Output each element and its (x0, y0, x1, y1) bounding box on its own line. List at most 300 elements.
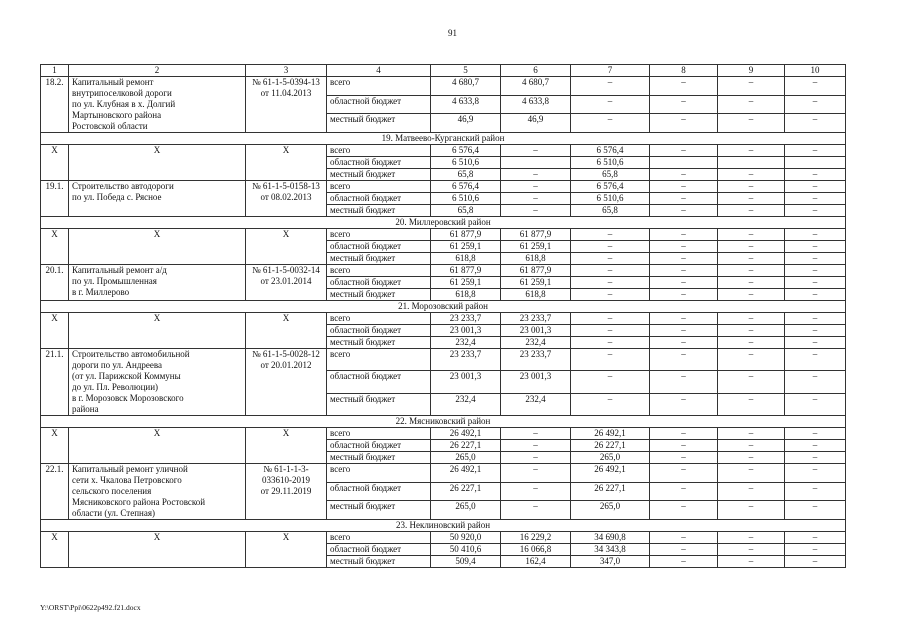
amount-cell: 618,8 (431, 253, 501, 265)
budget-label: областной бюджет (327, 241, 431, 253)
description-line: района (72, 404, 99, 414)
x-mark: Х (246, 532, 327, 568)
amount-cell: – (650, 289, 718, 301)
amount-cell: – (650, 313, 718, 325)
amount-cell: – (650, 77, 718, 96)
region-row (41, 217, 846, 229)
amount-cell: 26 492,1 (571, 428, 650, 440)
amount-cell (718, 157, 785, 169)
amount-cell: – (718, 501, 785, 520)
amount-cell: – (718, 464, 785, 483)
budget-label: областной бюджет (327, 371, 431, 393)
amount-cell: 26 492,1 (431, 428, 501, 440)
document-line: от 20.01.2012 (260, 360, 312, 370)
column-header-5: 5 (431, 65, 501, 77)
amount-cell: 6 510,6 (431, 193, 501, 205)
document-line: № 61-1-5-0028-12 (252, 349, 320, 359)
budget-label: местный бюджет (327, 289, 431, 301)
amount-cell: – (718, 556, 785, 568)
amount-cell: – (501, 205, 571, 217)
amount-cell: – (785, 241, 846, 253)
amount-cell: – (718, 325, 785, 337)
amount-cell: – (718, 265, 785, 277)
item-number: 18.2. (41, 77, 69, 133)
document-line: от 29.11.2019 (260, 486, 312, 496)
amount-cell: – (785, 482, 846, 501)
amount-cell (650, 157, 718, 169)
amount-cell: 61 877,9 (501, 265, 571, 277)
region-row (41, 416, 846, 428)
budget-label: местный бюджет (327, 556, 431, 568)
amount-cell: 65,8 (571, 205, 650, 217)
amount-cell: – (571, 349, 650, 371)
amount-cell: 6 576,4 (431, 181, 501, 193)
amount-cell: 6 576,4 (571, 181, 650, 193)
description-line: до ул. Пл. Революции) (72, 382, 159, 392)
amount-cell: – (785, 114, 846, 133)
amount-cell: – (650, 325, 718, 337)
amount-cell: – (571, 393, 650, 415)
description-line: области (ул. Степная) (72, 508, 156, 518)
budget-label: всего (327, 349, 431, 371)
amount-cell: – (785, 205, 846, 217)
amount-cell: – (718, 169, 785, 181)
amount-cell: – (650, 544, 718, 556)
budget-label: всего (327, 265, 431, 277)
budget-label: всего (327, 145, 431, 157)
total-row (41, 428, 846, 440)
total-row (41, 145, 846, 157)
amount-cell: – (785, 193, 846, 205)
amount-cell: – (718, 337, 785, 349)
x-mark: Х (41, 145, 69, 181)
amount-cell: – (650, 205, 718, 217)
amount-cell: – (571, 313, 650, 325)
amount-cell: – (571, 241, 650, 253)
amount-cell: – (785, 77, 846, 96)
amount-cell: – (718, 277, 785, 289)
amount-cell: – (501, 193, 571, 205)
amount-cell: 232,4 (431, 337, 501, 349)
amount-cell: – (650, 393, 718, 415)
amount-cell: – (501, 440, 571, 452)
amount-cell: – (785, 440, 846, 452)
description-line: по ул. Клубная в х. Долгий (72, 99, 176, 109)
region-row (41, 520, 846, 532)
amount-cell: – (650, 193, 718, 205)
budget-label: местный бюджет (327, 393, 431, 415)
amount-cell: – (785, 501, 846, 520)
amount-cell: – (650, 482, 718, 501)
description-line: по ул. Промышленная (72, 276, 157, 286)
x-mark: Х (41, 428, 69, 464)
amount-cell: – (785, 229, 846, 241)
description-line: (от ул. Парижской Коммуны (72, 371, 181, 381)
amount-cell: – (571, 277, 650, 289)
item-number: 20.1. (41, 265, 69, 301)
amount-cell: – (785, 393, 846, 415)
item-row (41, 181, 846, 193)
region-row (41, 301, 846, 313)
amount-cell: – (571, 337, 650, 349)
amount-cell: 618,8 (501, 289, 571, 301)
amount-cell: – (785, 544, 846, 556)
amount-cell: – (718, 371, 785, 393)
amount-cell: 34 690,8 (571, 532, 650, 544)
budget-label: местный бюджет (327, 501, 431, 520)
x-mark: Х (41, 532, 69, 568)
budget-label: всего (327, 229, 431, 241)
amount-cell: – (571, 114, 650, 133)
amount-cell: – (785, 452, 846, 464)
amount-cell (785, 157, 846, 169)
budget-label: областной бюджет (327, 157, 431, 169)
amount-cell: 26 227,1 (571, 482, 650, 501)
document-ref (246, 349, 327, 416)
x-mark: Х (69, 229, 246, 265)
amount-cell: 61 259,1 (431, 277, 501, 289)
amount-cell: – (501, 181, 571, 193)
amount-cell: 16 229,2 (501, 532, 571, 544)
document-ref (246, 77, 327, 133)
column-header-2: 2 (69, 65, 246, 77)
amount-cell: – (785, 277, 846, 289)
amount-cell: 61 877,9 (431, 265, 501, 277)
page-number: 91 (448, 28, 457, 38)
amount-cell: – (718, 114, 785, 133)
item-number: 21.1. (41, 349, 69, 416)
budget-label: всего (327, 77, 431, 96)
amount-cell: 23 001,3 (501, 325, 571, 337)
amount-cell: 4 680,7 (501, 77, 571, 96)
amount-cell: – (650, 229, 718, 241)
description-line: Капитальный ремонт уличной (72, 464, 188, 474)
amount-cell: – (785, 428, 846, 440)
amount-cell: – (785, 145, 846, 157)
amount-cell: – (650, 501, 718, 520)
amount-cell: – (718, 544, 785, 556)
amount-cell: – (718, 253, 785, 265)
amount-cell: 6 510,6 (571, 157, 650, 169)
amount-cell: – (571, 77, 650, 96)
amount-cell: – (718, 428, 785, 440)
budget-label: всего (327, 532, 431, 544)
x-mark: Х (69, 145, 246, 181)
amount-cell: – (650, 277, 718, 289)
description-line: Мясниковского района Ростовской (72, 497, 206, 507)
amount-cell: 26 227,1 (431, 440, 501, 452)
amount-cell: – (785, 169, 846, 181)
amount-cell: – (785, 289, 846, 301)
x-mark: Х (41, 313, 69, 349)
description-line: Капитальный ремонт (72, 77, 154, 87)
amount-cell: – (785, 253, 846, 265)
amount-cell: – (785, 371, 846, 393)
description-line: сети х. Чкалова Петровского (72, 475, 182, 485)
amount-cell: – (785, 95, 846, 114)
amount-cell: – (718, 452, 785, 464)
item-description (69, 265, 246, 301)
amount-cell: – (785, 337, 846, 349)
budget-label: всего (327, 181, 431, 193)
description-line: внутрипоселковой дороги (72, 88, 172, 98)
document-ref (246, 265, 327, 301)
document-line: от 11.04.2013 (260, 88, 312, 98)
amount-cell: – (650, 253, 718, 265)
amount-cell: 4 680,7 (431, 77, 501, 96)
budget-label: областной бюджет (327, 544, 431, 556)
amount-cell: – (785, 464, 846, 483)
item-description (69, 77, 246, 133)
column-header-1: 1 (41, 65, 69, 77)
amount-cell: 26 227,1 (571, 440, 650, 452)
budget-label: всего (327, 313, 431, 325)
amount-cell: – (650, 428, 718, 440)
budget-table (40, 64, 846, 568)
amount-cell: 23 233,7 (501, 349, 571, 371)
x-mark: Х (69, 532, 246, 568)
header-row (41, 65, 846, 77)
total-row (41, 313, 846, 325)
item-description (69, 349, 246, 416)
amount-cell: – (501, 145, 571, 157)
amount-cell: – (718, 349, 785, 371)
x-mark: Х (41, 229, 69, 265)
document-line: от 23.01.2014 (260, 276, 312, 286)
amount-cell: 23 001,3 (501, 371, 571, 393)
amount-cell: 65,8 (571, 169, 650, 181)
amount-cell: – (718, 95, 785, 114)
x-mark: Х (246, 229, 327, 265)
amount-cell: – (650, 169, 718, 181)
amount-cell: 23 233,7 (501, 313, 571, 325)
amount-cell: – (785, 556, 846, 568)
amount-cell: – (785, 325, 846, 337)
item-number: 19.1. (41, 181, 69, 217)
budget-label: местный бюджет (327, 114, 431, 133)
amount-cell: – (718, 205, 785, 217)
amount-cell: – (571, 289, 650, 301)
region-title: 23. Неклиновский район (41, 520, 846, 532)
budget-label: всего (327, 428, 431, 440)
amount-cell: – (650, 181, 718, 193)
budget-label: областной бюджет (327, 95, 431, 114)
x-mark: Х (246, 428, 327, 464)
budget-label: местный бюджет (327, 169, 431, 181)
amount-cell: 16 066,8 (501, 544, 571, 556)
amount-cell: 61 877,9 (501, 229, 571, 241)
region-title: 20. Миллеровский район (41, 217, 846, 229)
amount-cell: 23 001,3 (431, 325, 501, 337)
amount-cell: 26 492,1 (571, 464, 650, 483)
amount-cell: 232,4 (431, 393, 501, 415)
amount-cell: – (785, 349, 846, 371)
x-mark: Х (246, 313, 327, 349)
amount-cell: – (650, 452, 718, 464)
document-ref (246, 464, 327, 520)
amount-cell: 232,4 (501, 337, 571, 349)
amount-cell: – (785, 181, 846, 193)
item-description (69, 181, 246, 217)
region-row (41, 133, 846, 145)
amount-cell: – (718, 241, 785, 253)
amount-cell: 618,8 (431, 289, 501, 301)
amount-cell: – (785, 265, 846, 277)
amount-cell: – (650, 532, 718, 544)
amount-cell: – (718, 193, 785, 205)
amount-cell: – (501, 464, 571, 483)
amount-cell: 6 510,6 (431, 157, 501, 169)
amount-cell: – (501, 169, 571, 181)
amount-cell: 61 259,1 (501, 241, 571, 253)
amount-cell: 34 343,8 (571, 544, 650, 556)
column-header-4: 4 (327, 65, 431, 77)
document-line: № 61-1-5-0032-14 (252, 265, 320, 275)
amount-cell: – (718, 393, 785, 415)
amount-cell (501, 157, 571, 169)
budget-label: областной бюджет (327, 325, 431, 337)
budget-label: всего (327, 464, 431, 483)
amount-cell: 65,8 (431, 169, 501, 181)
description-line: Строительство автодороги (72, 181, 174, 191)
amount-cell: – (650, 371, 718, 393)
amount-cell: 265,0 (431, 452, 501, 464)
amount-cell: 46,9 (431, 114, 501, 133)
budget-label: областной бюджет (327, 277, 431, 289)
amount-cell: – (785, 313, 846, 325)
amount-cell: – (718, 289, 785, 301)
amount-cell: 162,4 (501, 556, 571, 568)
x-mark: Х (69, 313, 246, 349)
description-line: в г. Миллерово (72, 287, 130, 297)
budget-label: местный бюджет (327, 205, 431, 217)
item-description (69, 464, 246, 520)
amount-cell: 618,8 (501, 253, 571, 265)
amount-cell: – (785, 532, 846, 544)
amount-cell: 23 233,7 (431, 313, 501, 325)
amount-cell: 347,0 (571, 556, 650, 568)
amount-cell: 23 001,3 (431, 371, 501, 393)
amount-cell: 4 633,8 (501, 95, 571, 114)
amount-cell: – (650, 337, 718, 349)
amount-cell: – (650, 265, 718, 277)
description-line: Ростовской области (72, 121, 148, 131)
amount-cell: – (650, 349, 718, 371)
column-header-10: 10 (785, 65, 846, 77)
amount-cell: – (650, 464, 718, 483)
amount-cell: 61 877,9 (431, 229, 501, 241)
amount-cell: 265,0 (571, 501, 650, 520)
description-line: по ул. Победа с. Рясное (72, 192, 162, 202)
amount-cell: – (718, 532, 785, 544)
amount-cell: – (571, 265, 650, 277)
budget-label: областной бюджет (327, 193, 431, 205)
amount-cell: 23 233,7 (431, 349, 501, 371)
amount-cell: – (650, 95, 718, 114)
amount-cell: – (571, 371, 650, 393)
item-row (41, 464, 846, 483)
amount-cell: 50 410,6 (431, 544, 501, 556)
amount-cell: – (571, 229, 650, 241)
total-row (41, 532, 846, 544)
description-line: в г. Морозовск Морозовского (72, 393, 184, 403)
amount-cell: – (650, 556, 718, 568)
amount-cell: – (571, 325, 650, 337)
amount-cell: – (501, 482, 571, 501)
column-header-6: 6 (501, 65, 571, 77)
amount-cell: 65,8 (431, 205, 501, 217)
amount-cell: – (718, 181, 785, 193)
x-mark: Х (246, 145, 327, 181)
budget-label: областной бюджет (327, 482, 431, 501)
amount-cell: 61 259,1 (431, 241, 501, 253)
document-line: от 08.02.2013 (260, 192, 312, 202)
column-header-3: 3 (246, 65, 327, 77)
footer-file-path: Y:\ORST\Ppi\0622p492.f21.docx (40, 603, 141, 612)
region-title: 22. Мясниковский район (41, 416, 846, 428)
description-line: Строительство автомобильной (72, 349, 190, 359)
item-row (41, 349, 846, 371)
amount-cell: – (650, 440, 718, 452)
amount-cell: 50 920,0 (431, 532, 501, 544)
amount-cell: – (501, 501, 571, 520)
amount-cell: – (650, 241, 718, 253)
budget-label: местный бюджет (327, 337, 431, 349)
region-title: 19. Матвеево-Курганский район (41, 133, 846, 145)
amount-cell: – (718, 77, 785, 96)
document-line: № 61-1-5-0394-13 (252, 77, 320, 87)
document-line: № 61-1-1-3- (263, 464, 309, 474)
amount-cell: 4 633,8 (431, 95, 501, 114)
amount-cell: 61 259,1 (501, 277, 571, 289)
amount-cell: 6 576,4 (571, 145, 650, 157)
region-title: 21. Морозовский район (41, 301, 846, 313)
amount-cell: 46,9 (501, 114, 571, 133)
amount-cell: – (501, 428, 571, 440)
total-row (41, 229, 846, 241)
amount-cell: – (501, 452, 571, 464)
item-row (41, 265, 846, 277)
amount-cell: – (718, 482, 785, 501)
amount-cell: 26 492,1 (431, 464, 501, 483)
description-line: дороги по ул. Андреева (72, 360, 163, 370)
amount-cell: 232,4 (501, 393, 571, 415)
x-mark: Х (69, 428, 246, 464)
amount-cell: – (650, 145, 718, 157)
amount-cell: – (718, 145, 785, 157)
document-line: 033610-2019 (262, 475, 310, 485)
amount-cell: 6 510,6 (571, 193, 650, 205)
document-line: № 61-1-5-0158-13 (252, 181, 320, 191)
amount-cell: – (718, 440, 785, 452)
amount-cell: – (650, 114, 718, 133)
amount-cell: 265,0 (571, 452, 650, 464)
column-header-8: 8 (650, 65, 718, 77)
budget-label: местный бюджет (327, 452, 431, 464)
amount-cell: 26 227,1 (431, 482, 501, 501)
amount-cell: – (571, 95, 650, 114)
amount-cell: – (571, 253, 650, 265)
amount-cell: – (718, 313, 785, 325)
budget-label: местный бюджет (327, 253, 431, 265)
document-ref (246, 181, 327, 217)
amount-cell: 509,4 (431, 556, 501, 568)
description-line: Капитальный ремонт а/д (72, 265, 167, 275)
item-row (41, 77, 846, 96)
description-line: сельского поселения (72, 486, 152, 496)
amount-cell: 6 576,4 (431, 145, 501, 157)
column-header-7: 7 (571, 65, 650, 77)
